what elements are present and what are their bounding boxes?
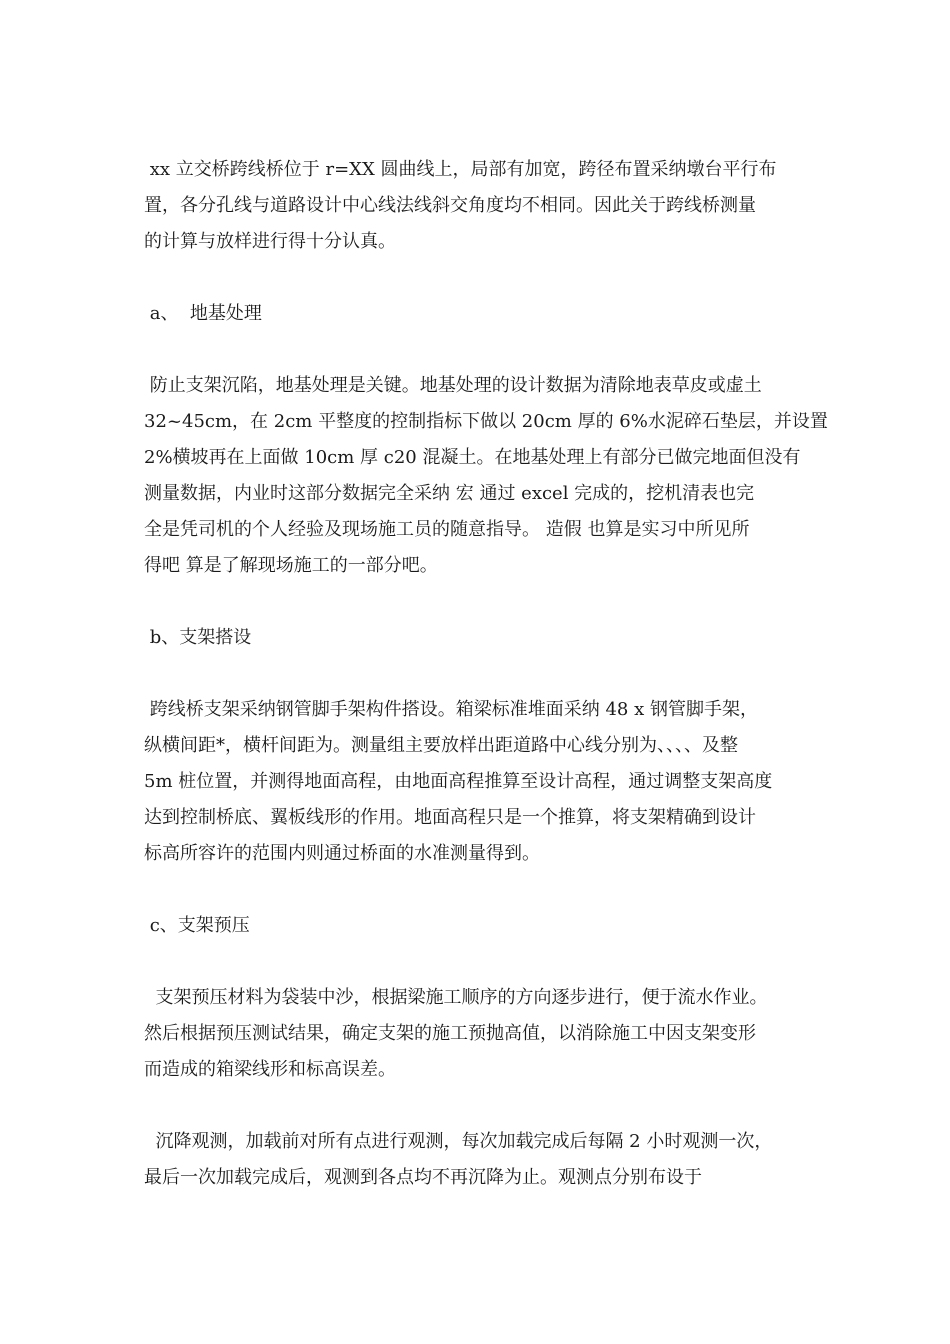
text-line: 沉降观测，加载前对所有点进行观测，每次加载完成后每隔 2 小时观测一次， — [144, 1131, 773, 1152]
text-line: 然后根据预压测试结果，确定支架的施工预抛高值，以消除施工中因支架变形 — [144, 1023, 756, 1044]
text-line: 达到控制桥底、翼板线形的作用。地面高程只是一个推算，将支架精确到设计 — [144, 807, 756, 828]
paragraph-gap — [144, 332, 812, 368]
section-heading: a、 地基处理 — [144, 303, 262, 324]
text-line: 纵横间距*，横杆间距为。测量组主要放样出距道路中心线分别为、、、、及整 — [144, 735, 738, 756]
text-line: 5m 桩位置，并测得地面高程，由地面高程推算至设计高程，通过调整支架高度 — [144, 771, 773, 792]
heading-preload — [144, 908, 812, 944]
text-line: 支架预压材料为袋装中沙，根据梁施工顺序的方向逐步进行，便于流水作业。 — [144, 987, 768, 1008]
paragraph-gap — [144, 944, 812, 980]
text-line: 最后一次加载完成后，观测到各点均不再沉降为止。观测点分别布设于 — [144, 1167, 702, 1188]
paragraph-scaffold — [144, 692, 812, 872]
text-line: 的计算与放样进行得十分认真。 — [144, 231, 396, 252]
section-heading: b、支架搭设 — [144, 627, 252, 648]
paragraph-gap — [144, 260, 812, 296]
text-line: 2%横坡再在上面做 10cm 厚 c20 混凝土。在地基处理上有部分已做完地面但没有 — [144, 447, 801, 468]
paragraph-intro — [144, 152, 812, 260]
text-line: 得吧 算是了解现场施工的一部分吧。 — [144, 555, 438, 576]
text-line: 全是凭司机的个人经验及现场施工员的随意指导。 造假 也算是实习中所见所 — [144, 519, 750, 540]
text-line: xx 立交桥跨线桥位于 r=XX 圆曲线上，局部有加宽，跨径布置采纳墩台平行布 — [144, 159, 777, 180]
section-heading: c、支架预压 — [144, 915, 250, 936]
text-line: 32~45cm，在 2cm 平整度的控制指标下做以 20cm 厚的 6%水泥碎石垫层，并设置 — [144, 411, 828, 432]
paragraph-gap — [144, 656, 812, 692]
paragraph-gap — [144, 872, 812, 908]
paragraph-gap — [144, 584, 812, 620]
heading-foundation — [144, 296, 812, 332]
text-line: 标高所容许的范围内则通过桥面的水准测量得到。 — [144, 843, 540, 864]
text-line: 测量数据，内业时这部分数据完全采纳 宏 通过 excel 完成的，挖机清表也完 — [144, 483, 755, 504]
text-line: 防止支架沉陷，地基处理是关键。地基处理的设计数据为清除地表草皮或虚土 — [144, 375, 762, 396]
paragraph-foundation — [144, 368, 828, 584]
text-line: 置，各分孔线与道路设计中心线法线斜交角度均不相同。因此关于跨线桥测量 — [144, 195, 756, 216]
document-body — [144, 152, 828, 1196]
heading-scaffold — [144, 620, 812, 656]
text-line: 而造成的箱梁线形和标高误差。 — [144, 1059, 396, 1080]
paragraph-gap — [144, 1088, 812, 1124]
paragraph-settlement — [144, 1124, 812, 1196]
paragraph-preload — [144, 980, 812, 1088]
text-line: 跨线桥支架采纳钢管脚手架构件搭设。箱梁标准堆面采纳 48 x 钢管脚手架， — [144, 699, 758, 720]
